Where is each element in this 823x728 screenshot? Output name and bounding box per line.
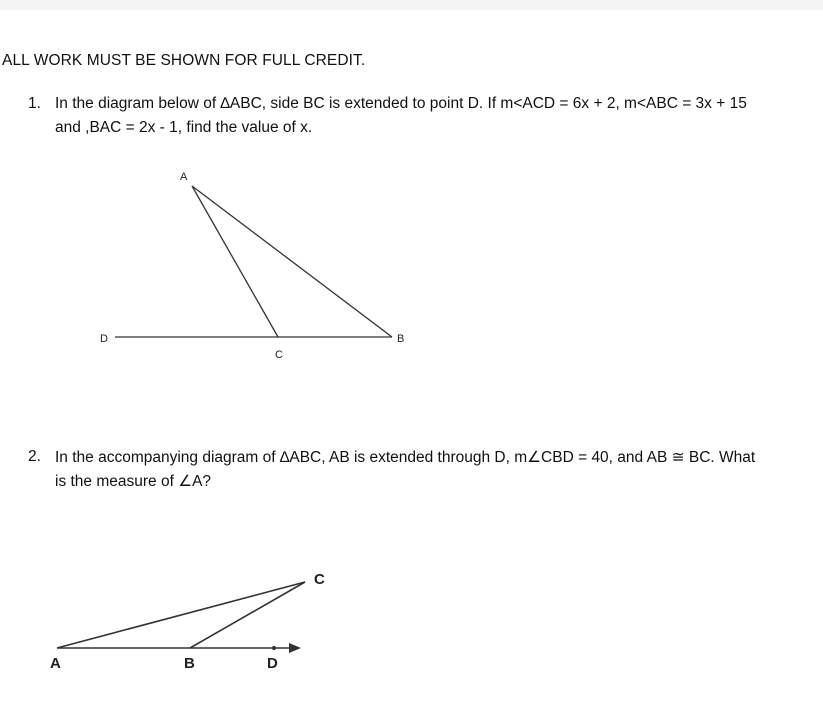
question-1-text-line-1: In the diagram below of ∆ABC, side BC is extended to point D. If m<ACD = 6x + 2, m<ABC = 3x + 15: [55, 95, 747, 112]
q2-label-a: A: [50, 655, 61, 672]
question-2-number: 2.: [28, 448, 41, 465]
segment-bc-2: [190, 582, 305, 648]
question-2-text-line-1: In the accompanying diagram of ∆ABC, AB is extended through D, m∠CBD = 40, and AB ≅ BC. What: [55, 449, 756, 466]
ray-arrowhead: [289, 643, 301, 653]
q2-label-b: B: [184, 655, 195, 672]
q1-label-a: A: [180, 171, 188, 183]
instructions-header: ALL WORK MUST BE SHOWN FOR FULL CREDIT.: [2, 52, 366, 69]
point-d-dot: [272, 646, 276, 650]
q1-label-c: C: [275, 349, 283, 361]
q1-label-d: D: [100, 333, 108, 345]
q2-label-d: D: [267, 655, 278, 672]
question-1-text-line-2: and ,BAC = 2x - 1, find the value of x.: [55, 119, 313, 136]
q2-label-c: C: [314, 571, 325, 588]
question-1-number: 1.: [28, 95, 41, 112]
q1-label-b: B: [397, 333, 405, 345]
question-2-text-line-2: is the measure of ∠A?: [55, 473, 212, 490]
segment-ac-2: [57, 582, 305, 648]
